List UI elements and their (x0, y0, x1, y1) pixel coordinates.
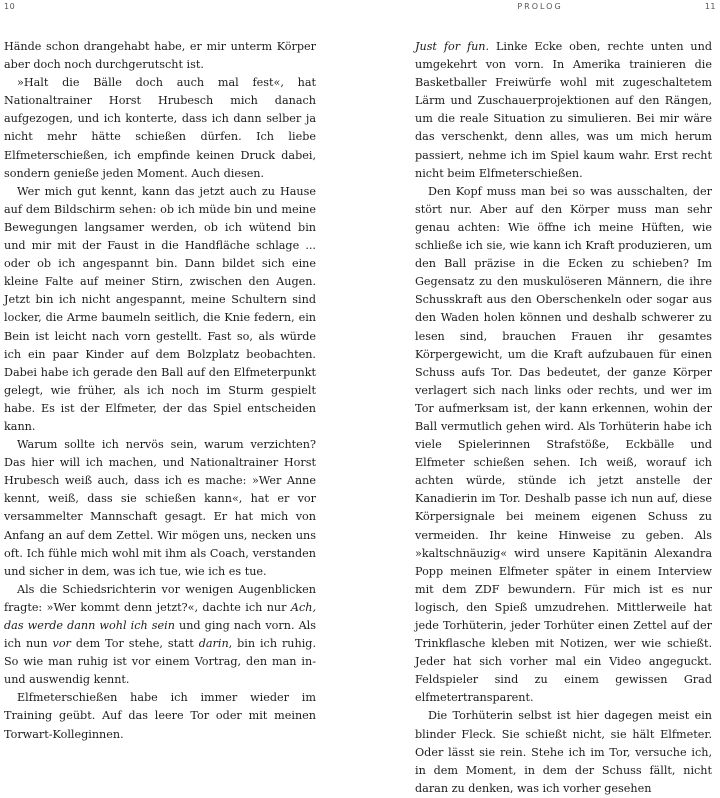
paragraph-text: und ging nach vorn. Als ich nun (4, 619, 316, 651)
paragraph-text: Die Torhüterin selbst ist hier dagegen meist ein blinder Fleck. Sie schießt nicht, sie hält Elfmeter. Oder lässt sie rein. Stehe ich im Tor, versuche ich, in dem Moment, in dem der Schuss fällt, nicht daran zu denken, was ich vorher gesehen (415, 709, 712, 795)
paragraph-text: Den Kopf muss man bei so was ausschalten, der stört nur. Aber auf den Körper muss man sehr genau achten: Wie öffne ich meine Hüften, wie schließe ich sie, wie kann ich Kraft produzieren, um den Ball präzise in die Ecken zu schieben? Im Gegensatz zu den muskulöseren Männern, die ihre Schusskraft aus den Oberschenkeln oder sogar aus den Waden holen können und deshalb schwerer zu lesen sind, brauchen Frauen ihr gesamtes Körpergewicht, um die Kraft aufzubauen für einen Schuss aufs Tor. Das bedeutet, der ganze Körper verlagert sich nach links oder rechts, und wer im Tor aufmerksam ist, der kann erkennen, wohin der Ball vermutlich gehen wird. Als Torhüterin habe ich viele Spielerinnen Strafstöße, Eckbälle und Elfmeter schießen sehen. Ich weiß, worauf ich achten würde, stünde ich jetzt anstelle der Kanadierin im Tor. Deshalb passe ich nun auf, diese Körpersignale bei meinem eigenen Schuss zu vermeiden. Ihr keine Hinweise zu geben. Als »kaltschnäuzig« wird unsere Kapitänin Alexandra Popp meinen Elfmeter später in einem Interview mit dem ZDF bewundern. Für mich ist es nur logisch, den Spieß umzudrehen. Mittlerweile hat jede Torhüterin, jeder Torhüter einen Zettel auf der Trinkflasche kleben mit Notizen, wer wie schießt. Jeder hat sich vorher mal ein Video angeguckt. Feldspieler sind zu einem gewissen Grad elfmetertransparent. (415, 184, 712, 705)
paragraph-text: Als die Schiedsrichterin vor wenigen Augenblicken fragte: »Wer kommt denn jetzt?«, dachte ich nur (4, 582, 316, 614)
paragraph-text: Warum sollte ich nervös sein, warum verzichten? Das hier will ich machen, und Nationaltrainer Horst Hrubesch weiß auch, dass ich es mache: »Wer Anne kennt, weiß, dass sie schießen kann«, hat er vor versammelter Mannschaft gesagt. Er hat mich von Anfang an auf dem Zettel. Wir mögen uns, necken uns oft. Ich fühle mich wohl mit ihm als Coach, verstanden und sicher in dem, was ich tue, wie ich es tue. (4, 438, 316, 578)
paragraph (415, 38, 712, 183)
paragraph-text: »Halt die Bälle doch auch mal fest«, hat Nationaltrainer Horst Hrubesch mich danach aufgezogen, und ich konterte, dass ich dann selber ja nicht mehr hätte schießen dürfen. Ich liebe Elfmeterschießen, ich empfinde keinen Druck dabei, sondern genieße jeden Moment. Auch diesen. (4, 76, 316, 180)
paragraph-text: Elfmeterschießen habe ich immer wieder im Training geübt. Auf das leere Tor oder mit meinen Torwart-Kolleginnen. (4, 691, 316, 741)
italic-text: Ach, das werde dann wohl ich sein (4, 600, 316, 632)
italic-text: vor (52, 637, 71, 651)
paragraph-text: , bin ich ruhig. So wie man ruhig ist vor einem Vortrag, den man in- und auswendig kennt. (4, 637, 316, 687)
paragraph (4, 436, 316, 581)
italic-text: Just for fun. (415, 40, 490, 53)
paragraph (4, 581, 316, 690)
running-head: PROLOG (517, 2, 563, 11)
italic-text: darin (198, 637, 229, 651)
paragraph-text: Linke Ecke oben, rechte unten und umgekehrt von vorn. In Amerika trainieren die Basketballer Freiwürfe wohl mit zugeschaltetem Lärm und Zuschauerprojektionen auf den Rängen, um die reale Situation zu simulieren. Bei mir wäre das verschenkt, denn alles, was um mich herum passiert, nehme ich im Spiel kaum wahr. Erst recht nicht beim Elfmeterschießen. (415, 40, 712, 180)
page-number-right: 11 (704, 2, 716, 11)
paragraph-text: Wer mich gut kennt, kann das jetzt auch zu Hause auf dem Bildschirm sehen: ob ich müde bin und meine Bewegungen langsamer werden, ob ich wütend bin und mir mit der Faust in die Handfläche schlage ... oder ob ich angespannt bin. Dann bildet sich eine kleine Falte auf meiner Stirn, zwischen den Augen. Jetzt bin ich nicht angespannt, meine Schultern sind locker, die Arme baumeln seitlich, die Knie federn, ein Bein ist leicht nach vorn gestellt. Fast so, als würde ich ein paar Kinder auf dem Bolzplatz beobachten. Dabei habe ich gerade den Ball auf den Elfmeterpunkt gelegt, wie früher, als ich noch im Sturm gespielt habe. Es ist der Elfmeter, der das Spiel entscheiden kann. (4, 184, 316, 433)
paragraph (4, 689, 316, 743)
right-page (360, 0, 720, 795)
left-page-body (4, 38, 316, 744)
paragraph (4, 74, 316, 183)
page-number-left: 10 (4, 2, 16, 11)
paragraph (4, 183, 316, 436)
paragraph (415, 183, 712, 708)
left-page (0, 0, 360, 741)
paragraph (415, 707, 712, 797)
paragraph-text: Hände schon drangehabt habe, er mir unterm Körper aber doch noch durchgerutscht ist. (4, 40, 316, 72)
paragraph-text: dem Tor stehe, statt (70, 637, 199, 651)
paragraph (4, 38, 316, 74)
right-page-body (415, 38, 712, 798)
